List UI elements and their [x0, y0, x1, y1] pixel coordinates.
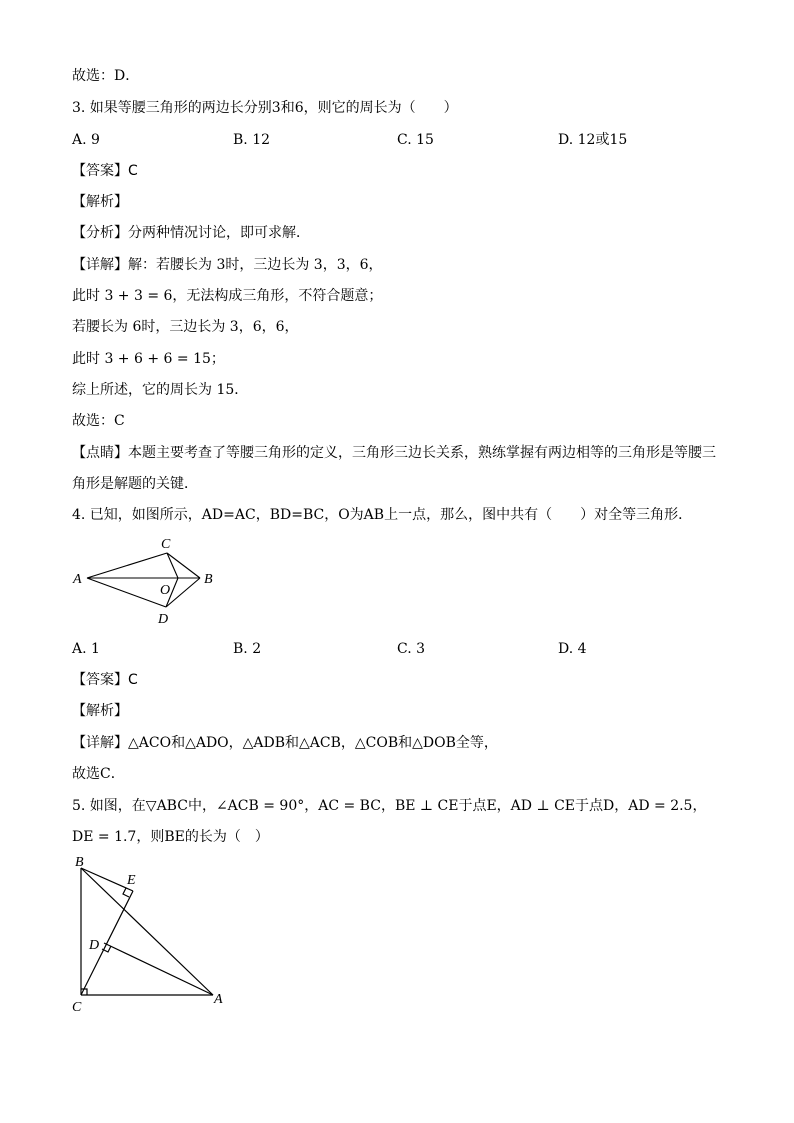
- question-3-stem: 3. 如果等腰三角形的两边长分别3和6，则它的周长为（ ）: [72, 100, 458, 116]
- q4-answer: 【答案】C: [72, 672, 138, 688]
- prev-answer-line: 故选：D．: [72, 68, 140, 84]
- q3-detail-line-1: 【详解】解：若腰长为 3时，三边长为 3，3，6，: [72, 257, 383, 273]
- q4-option-d: D. 4: [558, 641, 587, 657]
- q4-label-a: A: [73, 572, 82, 587]
- q5-label-b: B: [75, 855, 84, 870]
- q4-label-d: D: [158, 612, 169, 627]
- q4-analysis-heading: 【解析】: [72, 703, 128, 719]
- q3-option-d: D. 12或15: [558, 132, 628, 148]
- q4-detail: 【详解】△ACO和△ADO，△ADB和△ACB，△COB和△DOB全等，: [72, 735, 498, 751]
- q5-label-a: A: [214, 992, 223, 1007]
- q3-detail-line-5: 综上所述，它的周长为 15．: [72, 382, 249, 398]
- q4-label-o: O: [160, 583, 171, 598]
- q3-detail-line-2: 此时 3 + 3 = 6，无法构成三角形，不符合题意；: [72, 288, 383, 304]
- q4-choice: 故选C．: [72, 766, 125, 782]
- q5-label-e: E: [127, 873, 136, 888]
- q3-detail-line-4: 此时 3 + 6 + 6 = 15；: [72, 351, 225, 367]
- q3-option-a: A. 9: [72, 132, 100, 148]
- q3-answer: 【答案】C: [72, 163, 138, 179]
- q4-label-c: C: [161, 537, 171, 552]
- question-4-stem: 4. 已知，如图所示，AD=AC，BD=BC，O为AB上一点，那么，图中共有（ ）对全等三角形．: [72, 507, 693, 523]
- q5-label-c: C: [72, 1000, 82, 1015]
- q3-detail-line-3: 若腰长为 6时，三边长为 3，6，6，: [72, 319, 299, 335]
- question-5-stem-line-1: 5. 如图，在▽ABC中，∠ACB = 90°，AC = BC，BE ⊥ CE于点E，AD ⊥ CE于点D，AD = 2.5，: [72, 798, 707, 814]
- q3-analysis-summary: 【分析】分两种情况讨论，即可求解．: [72, 225, 310, 241]
- q4-label-b: B: [204, 572, 213, 587]
- q3-option-b: B. 12: [233, 132, 271, 148]
- q3-analysis-heading: 【解析】: [72, 194, 128, 210]
- q3-option-c: C. 15: [397, 132, 434, 148]
- q5-label-d: D: [89, 938, 100, 953]
- q3-comment-line-2: 角形是解题的关键．: [72, 476, 198, 492]
- q4-option-a: A. 1: [72, 641, 100, 657]
- q4-option-c: C. 3: [397, 641, 426, 657]
- q3-choice: 故选：C: [72, 413, 125, 429]
- question-5-stem-line-2: DE = 1.7，则BE的长为（ ）: [72, 829, 269, 845]
- q3-comment-line-1: 【点睛】本题主要考查了等腰三角形的定义，三角形三边长关系，熟练掌握有两边相等的三角形是等腰三: [72, 445, 716, 461]
- q4-option-b: B. 2: [233, 641, 262, 657]
